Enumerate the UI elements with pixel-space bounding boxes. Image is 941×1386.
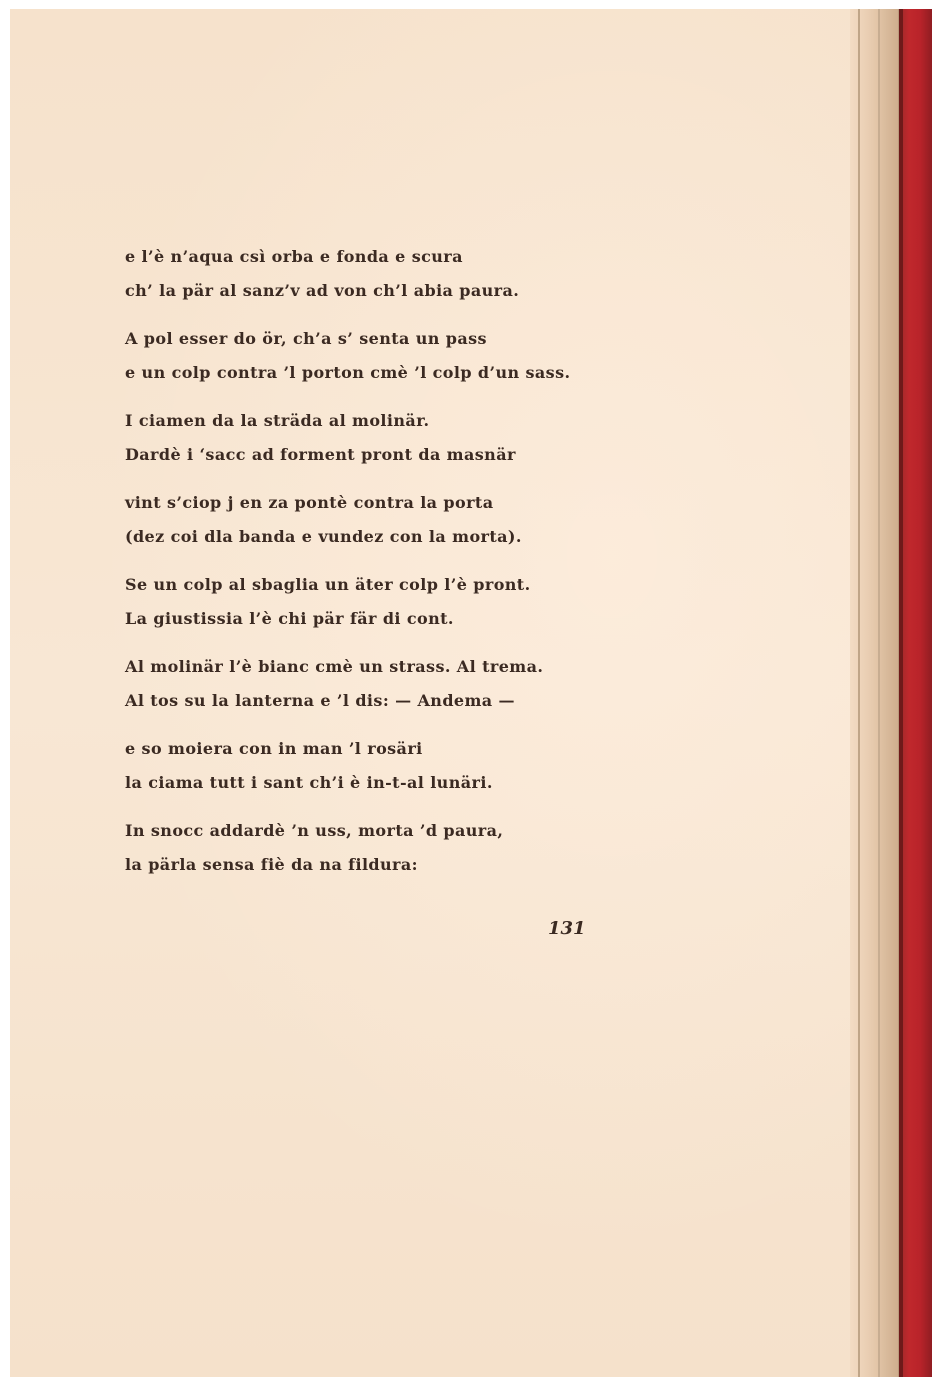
poem-line: Se un colp al sbaglia un äter colp l’è pront. bbox=[125, 575, 531, 594]
stanza bbox=[125, 486, 645, 554]
poem-line: (dez coi dla banda e vundez con la morta). bbox=[125, 527, 522, 546]
poem-line: la pärla sensa fiè da na fildura: bbox=[125, 855, 418, 874]
poem-line: I ciamen da la sträda al molinär. bbox=[125, 411, 430, 430]
page-number: 131 bbox=[548, 918, 586, 939]
poem-line: e un colp contra ’l porton cmè ’l colp d’un sass. bbox=[125, 363, 571, 382]
stanza bbox=[125, 404, 645, 472]
poem-line: Al molinär l’è bianc cmè un strass. Al trema. bbox=[125, 657, 544, 676]
page-edge-line bbox=[878, 9, 880, 1377]
poem-line: e so moiera con in man ’l rosäri bbox=[125, 739, 423, 758]
poem-text bbox=[125, 240, 645, 896]
stanza bbox=[125, 650, 645, 718]
cover-inner-edge bbox=[899, 9, 903, 1377]
poem-line: Dardè i ‘sacc ad forment pront da masnär bbox=[125, 445, 516, 464]
red-book-cover bbox=[899, 9, 932, 1377]
stanza bbox=[125, 732, 645, 800]
stanza bbox=[125, 322, 645, 390]
page-edge-line bbox=[858, 9, 860, 1377]
stanza bbox=[125, 240, 645, 308]
poem-line: Al tos su la lanterna e ’l dis: — Andema — bbox=[125, 691, 515, 710]
poem-line: A pol esser do ör, ch’a s’ senta un pass bbox=[125, 329, 487, 348]
poem-line: e l’è n’aqua csì orba e fonda e scura bbox=[125, 247, 463, 266]
stanza bbox=[125, 814, 645, 882]
poem-line: In snocc addardè ’n uss, morta ’d paura, bbox=[125, 821, 504, 840]
poem-line: la ciama tutt i sant ch’i è in-t-al lunäri. bbox=[125, 773, 493, 792]
poem-line: ch’ la pär al sanz’v ad von ch’l abia paura. bbox=[125, 281, 520, 300]
poem-line: La giustissia l’è chi pär fär di cont. bbox=[125, 609, 454, 628]
stanza bbox=[125, 568, 645, 636]
poem-line: vint s’ciop j en za pontè contra la porta bbox=[125, 493, 494, 512]
